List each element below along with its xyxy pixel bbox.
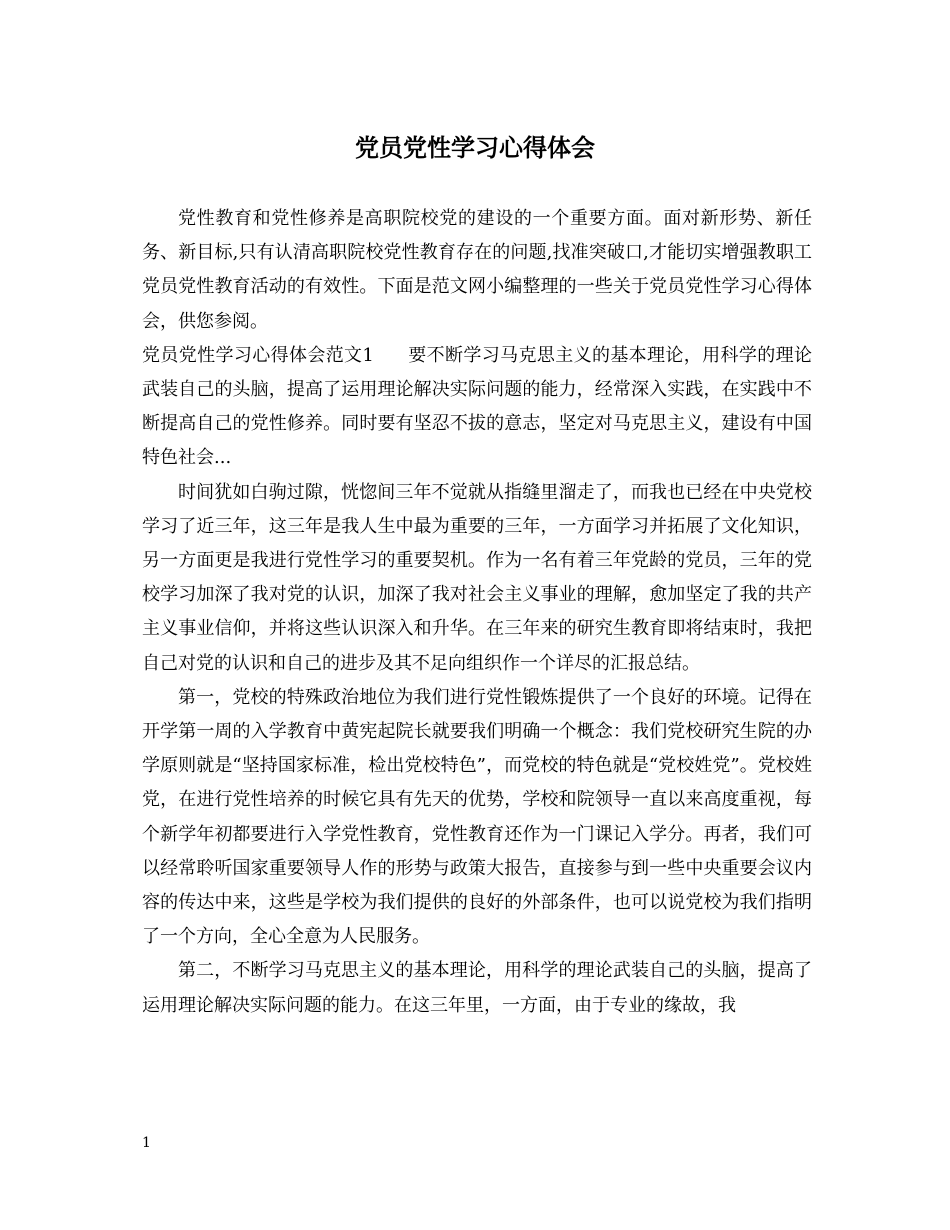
body-paragraph-3: 第二，不断学习马克思主义的基本理论，用科学的理论武装自己的头脑，提高了运用理论解决实际问题的能力。在这三年里，一方面，由于专业的缘故，我 xyxy=(142,960,812,1016)
excerpt-label: 党员党性学习心得体会范文1 xyxy=(142,344,374,366)
body-paragraph-2: 第一，党校的特殊政治地位为我们进行党性锻炼提供了一个良好的环境。记得在开学第一周的入学教育中黄宪起院长就要我们明确一个概念：我们党校研究生院的办学原则就是“坚持国家标准，检出党校特色”，而党校的特色就是“党校姓党”。党校姓党，在进行党性培养的时候它具有先天的优势，学校和院领导一直以来高度重视，每个新学年初都要进行入学党性教育，党性教育还作为一门课记入学分。再者，我们可以经常聆听国家重要领导人作的形势与政策大报告，直接参与到一些中央重要会议内容的传达中来，这些是学校为我们提供的良好的外部条件，也可以说党校为我们指明了一个方向，全心全意为人民服务。 xyxy=(142,686,812,948)
document-title: 党员党性学习心得体会 xyxy=(355,134,595,162)
excerpt-paragraph xyxy=(142,339,812,476)
body-paragraph-1: 时间犹如白驹过隙，恍惚间三年不觉就从指缝里溜走了，而我也已经在中央党校学习了近三年，这三年是我人生中最为重要的三年，一方面学习并拓展了文化知识，另一方面更是我进行党性学习的重要契机。作为一名有着三年党龄的党员，三年的党校学习加深了我对党的认识，加深了我对社会主义事业的理解，愈加坚定了我的共产主义事业信仰，并将这些认识深入和升华。在三年来的研究生教育即将结束时，我把自己对党的认识和自己的进步及其不足向组织作一个详尽的汇报总结。 xyxy=(142,481,812,674)
intro-paragraph: 党性教育和党性修养是高职院校党的建设的一个重要方面。面对新形势、新任务、新目标,只有认清高职院校党性教育存在的问题,找准突破口,才能切实增强教职工党员党性教育活动的有效性。下面是范文网小编整理的一些关于党员党性学习心得体会，供您参阅。 xyxy=(142,208,812,332)
document-body xyxy=(142,202,812,1023)
excerpt-text: 要不断学习马克思主义的基本理论，用科学的理论武装自己的头脑，提高了运用理论解决实际问题的能力，经常深入实践，在实践中不断提高自己的党性修养。同时要有坚忍不拔的意志，坚定对马克思主义，建设有中国特色社会... xyxy=(142,344,813,469)
page-number: 1 xyxy=(142,1135,151,1151)
